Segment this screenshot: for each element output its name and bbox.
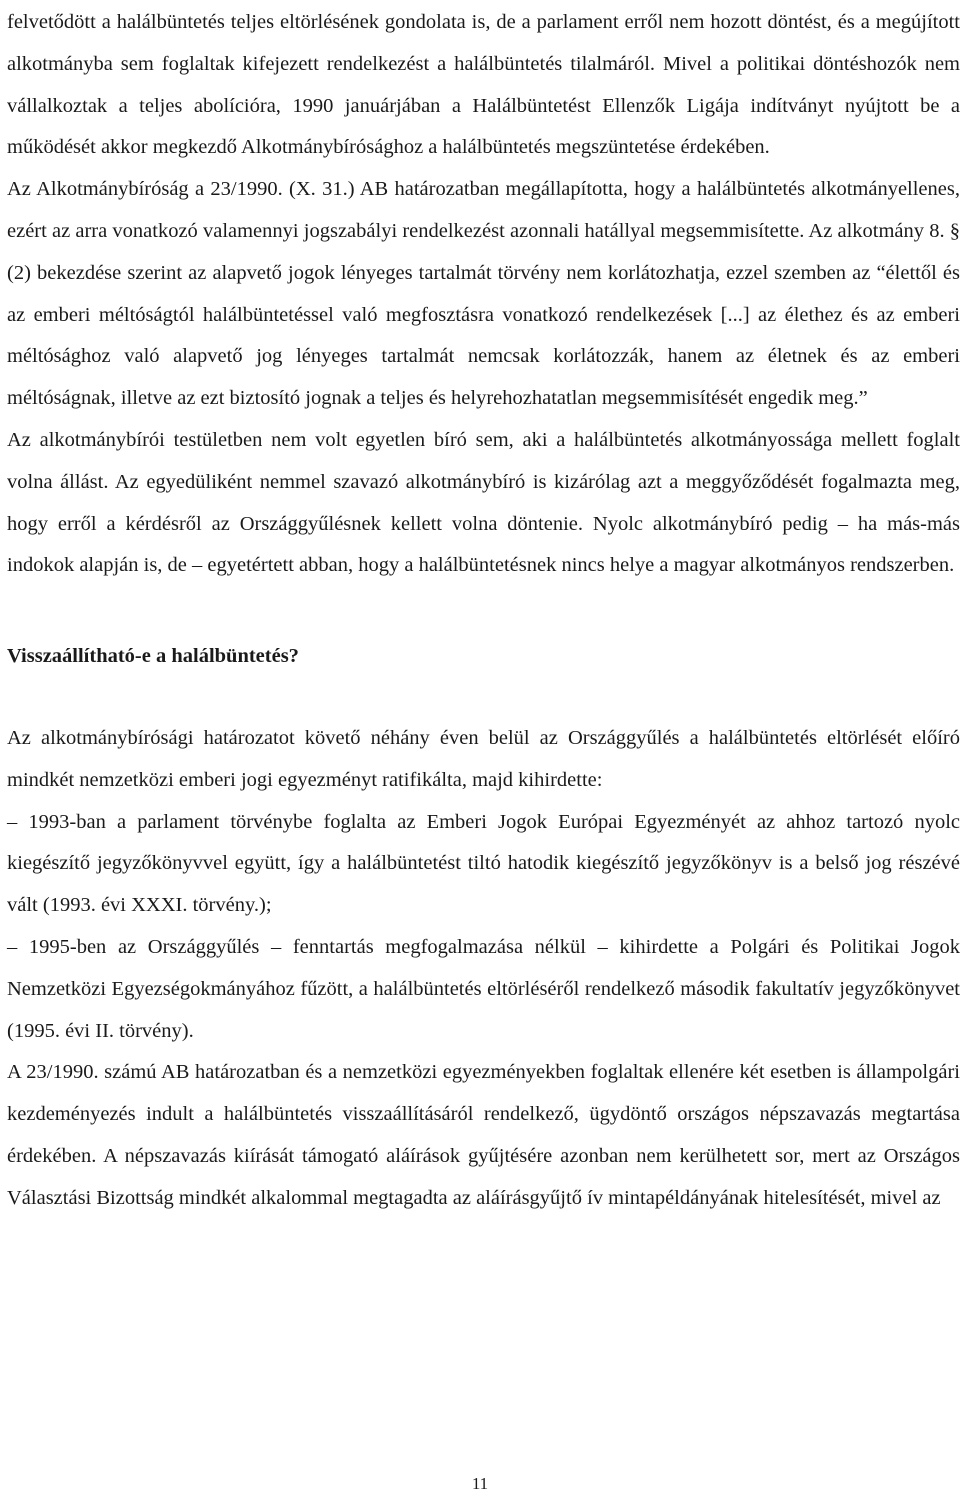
page-number: 11 (471, 1474, 489, 1493)
paragraph: A 23/1990. számú AB határozatban és a nemzetközi egyezményekben foglaltak ellenére két esetben is állampolgári kezdeményezés indult a halálbüntetés visszaállításáról rendelkező, ügydöntő országos népszavazás megtartása érdekében. A népszavazás kiírását támogató aláírások gyűjtésére azonban nem kerülhetett sor, mert az Országos Választási Bizottság mindkét alkalommal megtagadta az aláírásgyűjtő ív mintapéldányának hitelesítését, mivel az (7, 1061, 960, 1209)
document-page (7, 2, 960, 1220)
list-item: – 1993-ban a parlament törvénybe foglalta az Emberi Jogok Európai Egyezményét az ahhoz tartozó nyolc kiegészítő jegyzőkönyvvel együtt, így a halálbüntetést tiltó hatodik kiegészítő jegyzőkönyv is a belső jog részévé vált (1993. évi XXXI. törvény.); (7, 810, 960, 917)
section-heading: Visszaállítható-e a halálbüntetés? (7, 645, 299, 668)
paragraph: Az Alkotmánybíróság a 23/1990. (X. 31.) AB határozatban megállapította, hogy a halálbüntetés alkotmányellenes, ezért az arra vonatkozó valamennyi jogszabályi rendelkezést azonnali hatállyal megsemmisítette. Az alkotmány 8. § (2) bekezdése szerint az alapvető jogok lényeges tartalmát törvény nem korlátozhatja, ezzel szemben az “élettől és az emberi méltóságtól halálbüntetéssel való megfosztásra vonatkozó rendelkezések [...] az élethez és az emberi méltósághoz való alapvető jog lényeges tartalmát nemcsak korlátozzák, hanem az életnek és az emberi méltóságnak, illetve az ezt biztosító jognak a teljes és helyrehozhatatlan megsemmisítését engedik meg.” (7, 178, 960, 410)
list-item: – 1995-ben az Országgyűlés – fenntartás megfogalmazása nélkül – kihirdette a Polgári és Politikai Jogok Nemzetközi Egyezségokmányához fűzött, a halálbüntetés eltörléséről rendelkező második fakultatív jegyzőkönyvet (1995. évi II. törvény). (7, 935, 960, 1042)
paragraph: Az alkotmánybírósági határozatot követő néhány éven belül az Országgyűlés a halálbüntetés eltörlését előíró mindkét nemzetközi emberi jogi egyezményt ratifikálta, majd kihirdette: (7, 726, 960, 791)
paragraph: Az alkotmánybírói testületben nem volt egyetlen bíró sem, aki a halálbüntetés alkotmányossága mellett foglalt volna állást. Az egyedüliként nemmel szavazó alkotmánybíró is kizárólag azt a meggyőződését fogalmazta meg, hogy erről a kérdésről az Országgyűlésnek kellett volna döntenie. Nyolc alkotmánybíró pedig – ha más-más indokok alapján is, de – egyetértett abban, hogy a halálbüntetésnek nincs helye a magyar alkotmányos rendszerben. (7, 428, 960, 577)
paragraph: felvetődött a halálbüntetés teljes eltörlésének gondolata is, de a parlament erről nem hozott döntést, és a megújított alkotmányba sem foglaltak kifejezett rendelkezést a halálbüntetés tilalmáról. Mivel a politikai döntéshozók nem vállalkoztak a teljes abolícióra, 1990 januárjában a Halálbüntetést Ellenzők Ligája indítványt nyújtott be a működését akkor megkezdő Alkotmánybírósághoz a halálbüntetés megszüntetése érdekében. (7, 11, 960, 159)
